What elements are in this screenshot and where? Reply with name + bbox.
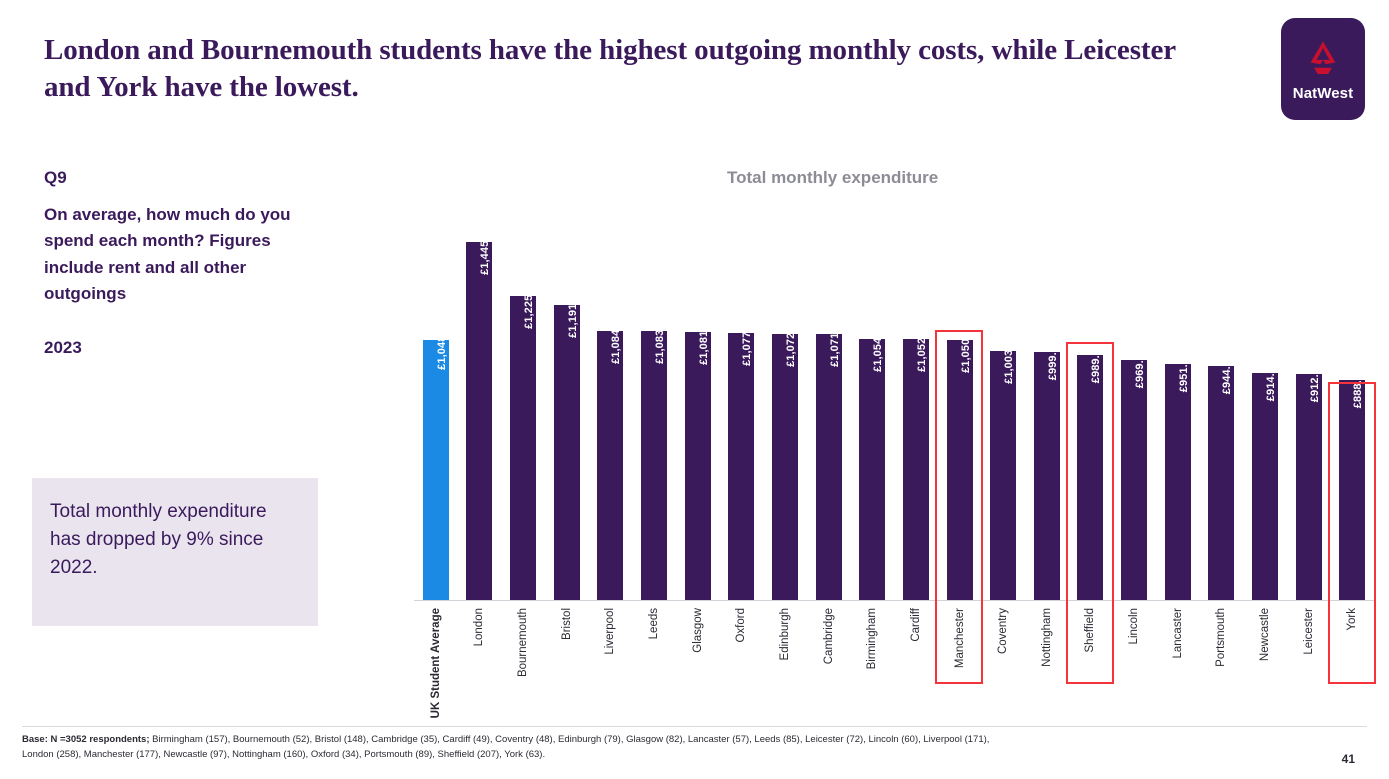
bar-london[interactable] <box>466 224 492 600</box>
bar-slot <box>545 200 589 600</box>
highlight-box-manchester <box>935 330 983 684</box>
natwest-logo-text: NatWest <box>1292 84 1354 102</box>
natwest-logo <box>1281 18 1365 120</box>
bar-slot <box>719 200 763 600</box>
callout-text: Total monthly expenditure has dropped by 9% since 2022. <box>50 501 267 579</box>
bar-coventry[interactable] <box>990 334 1016 600</box>
question-label: Q9 <box>44 168 67 187</box>
bar-liverpool[interactable] <box>597 314 623 600</box>
question-year: 2023 <box>44 338 82 357</box>
category-label: Manchester <box>953 608 966 669</box>
category-label-slot <box>850 604 894 714</box>
bar-value-label: £914.42 <box>1264 361 1277 402</box>
bar-slot <box>676 200 720 600</box>
category-label-slot <box>1200 604 1244 714</box>
category-label-slot <box>1156 604 1200 714</box>
category-label: Nottingham <box>1040 608 1053 667</box>
bar-slot <box>414 200 458 600</box>
bar-chart-bars <box>414 200 1374 600</box>
category-label-slot <box>894 604 938 714</box>
category-label-slot <box>1287 604 1331 714</box>
bar-value-label: £1,084.41 <box>610 314 623 364</box>
bar-slot <box>807 200 851 600</box>
bar-oxford[interactable] <box>728 315 754 600</box>
bar-value-label: £1,003.74 <box>1003 334 1016 384</box>
bar-portsmouth[interactable] <box>1208 353 1234 600</box>
category-label: York <box>1346 608 1359 631</box>
category-label: Birmingham <box>866 608 879 670</box>
page-title: London and Bournemouth students have the highest outgoing monthly costs, while Leicester and York have the lowest. <box>44 34 1176 104</box>
category-label: Coventry <box>997 608 1010 655</box>
bar-value-label: £944.70 <box>1221 353 1234 394</box>
category-label-slot <box>458 604 502 714</box>
category-label-slot <box>807 604 851 714</box>
bar-chart-category-labels <box>414 604 1374 719</box>
category-label: Edinburgh <box>778 608 791 661</box>
bar-value-label: £1,050.04 <box>959 322 972 373</box>
bar-newcastle[interactable] <box>1252 361 1278 600</box>
bar-value-label: £1,081.62 <box>697 314 710 365</box>
bar-lincoln[interactable] <box>1121 347 1147 600</box>
bar-value-label: £1,083.39 <box>654 314 667 365</box>
bar-value-label: £1,072.61 <box>784 317 797 367</box>
question-text: On average, how much do you spend each month? Figures include rent and all other outgoings <box>44 205 291 304</box>
bar-value-label: £888.77 <box>1352 367 1365 408</box>
bar-bournemouth[interactable] <box>510 279 536 600</box>
bar-value-label: £1,445.32 <box>479 224 492 275</box>
footnote-detail: Birmingham (157), Bournemouth (52), Bristol (148), Cambridge (35), Cardiff (49), Coventry (48), Edinburgh (79), Glasgow (82), Lancaster (57), Leeds (85), Leicester (72), Lincoln (60), Liverpool (171), London (258), Manchester (177), Newcastle (97), Nottingham (160), Oxford (34), Portsmouth (89), Sheffield (207), York (63). <box>22 734 990 760</box>
bar-slot <box>1243 200 1287 600</box>
bar-glasgow[interactable] <box>685 314 711 600</box>
category-label: Lincoln <box>1128 608 1141 645</box>
bar-slot <box>589 200 633 600</box>
category-label: UK Student Average <box>429 608 442 719</box>
category-label-slot <box>632 604 676 714</box>
bar-edinburgh[interactable] <box>772 317 798 600</box>
bar-slot <box>1156 200 1200 600</box>
category-label: Leeds <box>648 608 661 640</box>
category-label-slot <box>1243 604 1287 714</box>
category-label-slot <box>676 604 720 714</box>
bar-slot <box>632 200 676 600</box>
bar-value-label: £999.10 <box>1046 340 1059 381</box>
bar-value-label: £969.74 <box>1134 347 1147 388</box>
category-label-slot <box>1025 604 1069 714</box>
highlight-box-york <box>1328 382 1376 684</box>
category-label-slot <box>1112 604 1156 714</box>
bar-slot <box>1287 200 1331 600</box>
category-label: Leicester <box>1302 608 1315 655</box>
bar-birmingham[interactable] <box>859 321 885 600</box>
category-label: Liverpool <box>604 608 617 655</box>
category-label: Glasgow <box>691 608 704 653</box>
bar-value-label: £1,225.05 <box>523 279 536 330</box>
highlight-box-sheffield <box>1066 342 1114 684</box>
category-label: London <box>473 608 486 647</box>
bar-cardiff[interactable] <box>903 322 929 600</box>
bar-slot <box>458 200 502 600</box>
chart-baseline <box>414 600 1374 601</box>
bar-value-label: £912.36 <box>1308 361 1321 402</box>
category-label-slot <box>981 604 1025 714</box>
bar-cambridge[interactable] <box>816 317 842 600</box>
category-label-slot <box>414 604 458 719</box>
category-label: Cambridge <box>822 608 835 665</box>
natwest-chevron-icon <box>1301 37 1345 81</box>
page-number: 41 <box>1341 752 1355 766</box>
bar-value-label: £1,052.39 <box>915 322 928 372</box>
category-label: Portsmouth <box>1215 608 1228 667</box>
category-label: Cardiff <box>909 608 922 642</box>
bar-slot <box>1025 200 1069 600</box>
category-label: Bristol <box>560 608 573 640</box>
footer-divider <box>22 726 1367 727</box>
bar-slot <box>1112 200 1156 600</box>
category-label-slot <box>763 604 807 714</box>
category-label-slot <box>589 604 633 714</box>
bar-slot <box>763 200 807 600</box>
bar-leeds[interactable] <box>641 314 667 600</box>
footnote-base-label: Base: N =3052 respondents; <box>22 734 150 745</box>
bar-value-label: £989.30 <box>1090 342 1103 383</box>
bar-value-label: £1,054.42 <box>872 321 885 372</box>
bar-lancaster[interactable] <box>1165 351 1191 600</box>
callout-box <box>32 478 318 626</box>
category-label: Newcastle <box>1258 608 1271 662</box>
bar-slot <box>850 200 894 600</box>
bar-leicester[interactable] <box>1296 361 1322 600</box>
bar-value-label: £1,048.3 <box>435 326 448 370</box>
bar-bristol[interactable] <box>554 287 580 600</box>
category-label-slot <box>545 604 589 714</box>
bar-slot <box>501 200 545 600</box>
bar-slot <box>981 200 1025 600</box>
category-label: Bournemouth <box>517 608 530 678</box>
bar-uk-student-average[interactable] <box>423 326 449 600</box>
bar-value-label: £1,077.77 <box>741 315 754 366</box>
bar-slot <box>1200 200 1244 600</box>
bar-value-label: £1,071.93 <box>828 317 841 368</box>
chart-title: Total monthly expenditure <box>727 168 939 187</box>
category-label-slot <box>719 604 763 714</box>
category-label: Lancaster <box>1171 608 1184 659</box>
category-label: Sheffield <box>1084 608 1097 653</box>
bar-slot <box>894 200 938 600</box>
category-label-slot <box>501 604 545 714</box>
category-label: Oxford <box>735 608 748 643</box>
bar-value-label: £1,191.14 <box>566 287 579 338</box>
footnote <box>22 733 1022 762</box>
bar-nottingham[interactable] <box>1034 340 1060 600</box>
bar-value-label: £951.81 <box>1177 351 1190 393</box>
